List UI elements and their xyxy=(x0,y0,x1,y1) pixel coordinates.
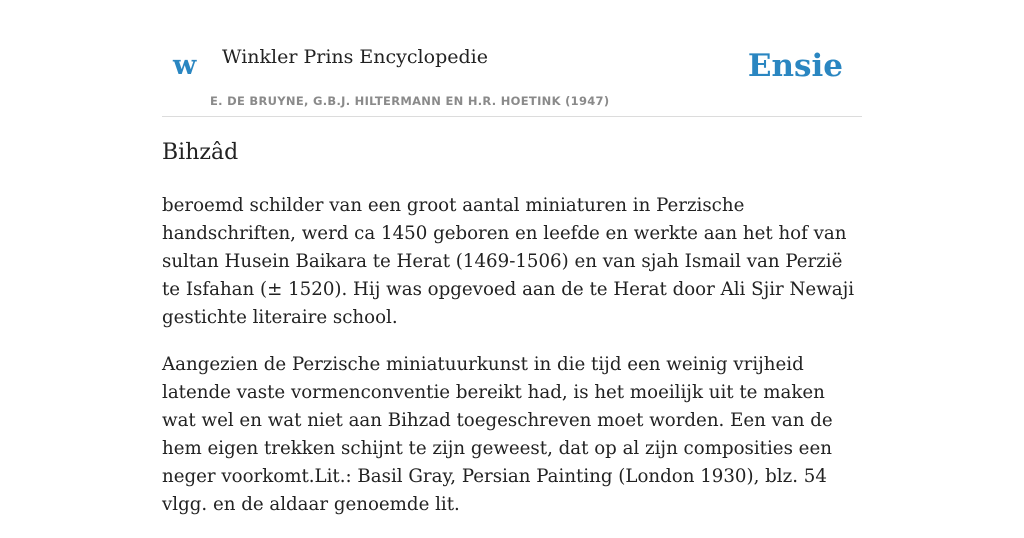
article-paragraph: Aangezien de Perzische miniatuurkunst in die tijd een weinig vrijheid latende vaste vormenconventie bereikt had, is het moeilijk uit te maken wat wel en wat niet aan Bihzad toegeschreven moet worden. Een van de hem eigen trekken schijnt te zijn geweest, dat op al zijn composities een neger voorkomt.Lit.: Basil Gray, Persian Painting (London 1930), blz. 54 vlgg. en de aldaar genoemde lit. xyxy=(162,354,833,515)
source-header xyxy=(162,0,862,117)
article-paragraph: beroemd schilder van een groot aantal miniaturen in Perzische handschriften, werd ca 1450 geboren en leefde en werkte aan het hof van sultan Husein Baikara te Herat (1469-1506) en van sjah Ismail van Perzië te Isfahan (± 1520). Hij was opgevoed aan de te Herat door Ali Sjir Newaji gestichte literaire school. xyxy=(162,195,855,328)
article-body xyxy=(162,192,862,538)
source-title[interactable]: Winkler Prins Encyclopedie xyxy=(222,46,488,68)
winkler-prins-logo[interactable]: w xyxy=(173,50,197,81)
ensie-brand-logo[interactable]: Ensie xyxy=(747,48,843,84)
source-authors: E. DE BRUYNE, G.B.J. HILTERMANN EN H.R. HOETINK (1947) xyxy=(210,94,610,108)
article-title: Bihzâd xyxy=(162,140,239,165)
